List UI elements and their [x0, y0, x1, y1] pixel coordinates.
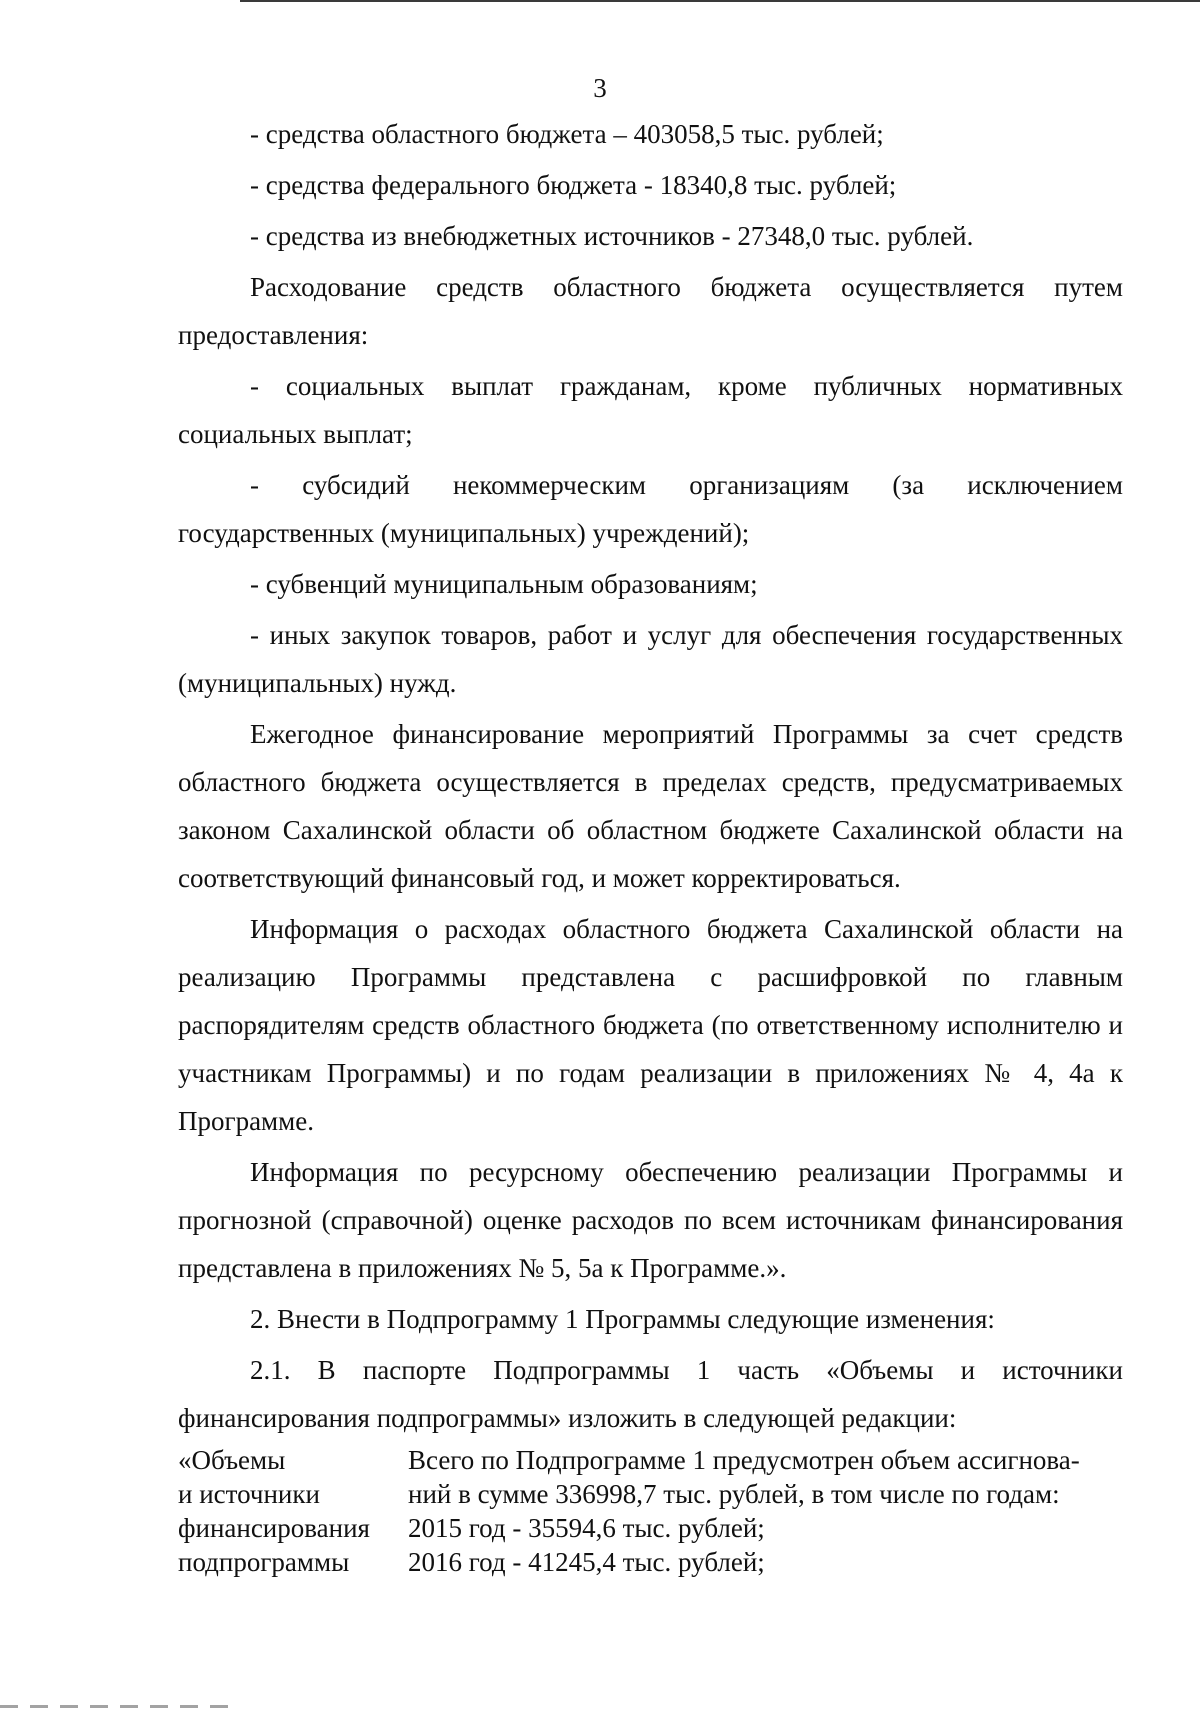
top-border-line: [240, 0, 1200, 2]
scan-edge-artifact: [0, 1705, 240, 1708]
passport-content-column: [408, 1443, 1123, 1579]
paragraph-extrabudgetary: - средства из внебюджетных источников - 27348,0 тыс. рублей.: [250, 221, 974, 251]
document-body: [178, 110, 1123, 1445]
paragraph-procurement: - иных закупок товаров, работ и услуг для обеспечения государственных (муниципальных) нужд.: [178, 620, 1123, 698]
passport-label-line: «Объемы: [178, 1445, 286, 1475]
page-number: 3: [593, 73, 607, 103]
paragraph-subventions: - субвенций муниципальным образованиям;: [250, 569, 758, 599]
passport-table: [178, 1443, 1123, 1579]
passport-label-line: финансирования: [178, 1513, 370, 1543]
passport-content-line: 2016 год - 41245,4 тыс. рублей;: [408, 1547, 765, 1577]
paragraph-resource-info: Информация по ресурсному обеспечению реализации Программы и прогнозной (справочной) оценке расходов по всем источникам финансирования представлена в приложениях № 5, 5а к Программе.».: [178, 1157, 1123, 1283]
paragraph-federal-budget: - средства федерального бюджета - 18340,8 тыс. рублей;: [250, 170, 897, 200]
paragraph-expense-info: Информация о расходах областного бюджета Сахалинской области на реализацию Программы представлена с расшифровкой по главным распорядителям средств областного бюджета (по ответственному исполнителю и участникам Программы) и по годам реализации в приложениях № 4, 4а к Программе.: [178, 914, 1123, 1136]
passport-content-line: 2015 год - 35594,6 тыс. рублей;: [408, 1513, 765, 1543]
paragraph-regional-budget: - средства областного бюджета – 403058,5 тыс. рублей;: [250, 119, 884, 149]
paragraph-amendment-2-1: 2.1. В паспорте Подпрограммы 1 часть «Объемы и источники финансирования подпрограммы» изложить в следующей редакции:: [178, 1355, 1123, 1433]
passport-content-line: Всего по Подпрограмме 1 предусмотрен объем ассигнова-: [408, 1445, 1080, 1475]
passport-content-line: ний в сумме 336998,7 тыс. рублей, в том числе по годам:: [408, 1479, 1060, 1509]
paragraph-amendment-heading: 2. Внести в Подпрограмму 1 Программы следующие изменения:: [250, 1304, 995, 1334]
paragraph-annual-financing: Ежегодное финансирование мероприятий Программы за счет средств областного бюджета осуществляется в пределах средств, предусматриваемых законом Сахалинской области об областном бюджете Сахалинской области на соответствующий финансовый год, и может корректироваться.: [178, 719, 1123, 893]
passport-label-line: подпрограммы: [178, 1547, 350, 1577]
passport-label-column: [178, 1443, 408, 1579]
paragraph-social-payments: - социальных выплат гражданам, кроме публичных нормативных социальных выплат;: [178, 371, 1123, 449]
paragraph-spending-intro: Расходование средств областного бюджета осуществляется путем предоставления:: [178, 272, 1123, 350]
passport-label-line: и источники: [178, 1479, 320, 1509]
paragraph-subsidies: - субсидий некоммерческим организациям (за исключением государственных (муниципальных) учреждений);: [178, 470, 1123, 548]
